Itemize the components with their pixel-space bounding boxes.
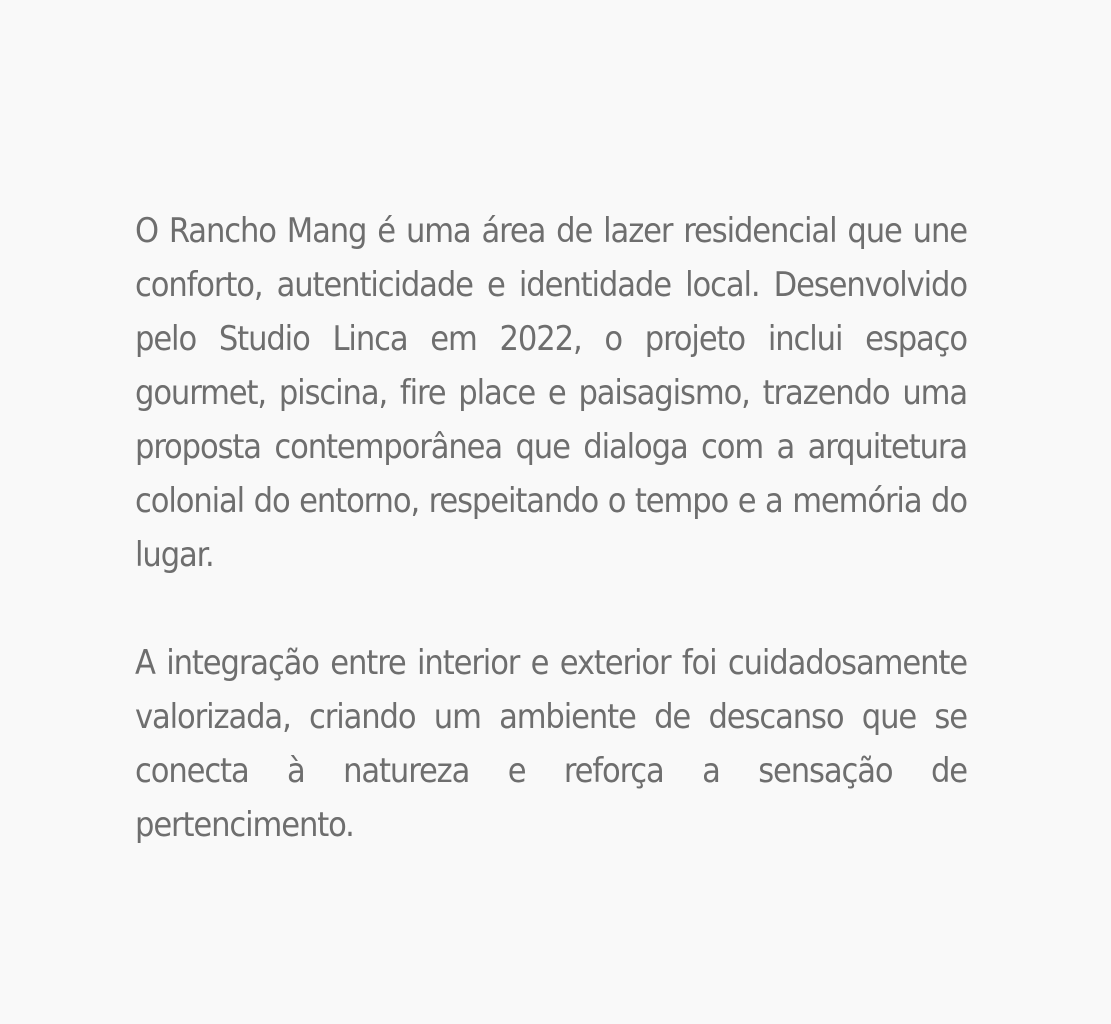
description-paragraph-1: O Rancho Mang é uma área de lazer residencial que une conforto, autenticidade e identidade local. Desenvolvido pelo Studio Linca em 2022, o projeto inclui espaço gourmet, piscina, fire place e paisagismo, trazendo uma proposta contemporânea que dialoga com a arquitetura colonial do entorno, respeitando o tempo e a memória do lugar. bbox=[135, 211, 967, 575]
project-description bbox=[135, 204, 967, 852]
description-paragraph-2: A integração entre interior e exterior foi cuidadosamente valorizada, criando um ambiente de descanso que se conecta à natureza e reforça a sensação de pertencimento. bbox=[135, 643, 967, 845]
